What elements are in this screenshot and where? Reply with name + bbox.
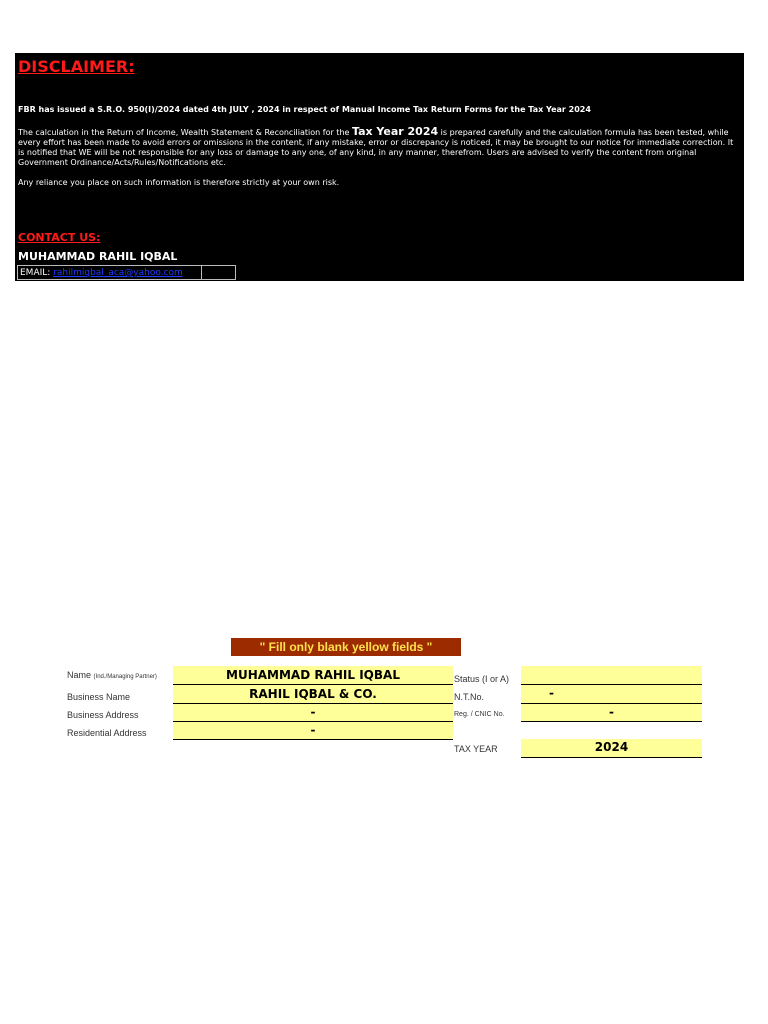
contact-name: MUHAMMAD RAHIL IQBAL <box>18 250 178 263</box>
status-field[interactable] <box>521 666 702 685</box>
email-label: EMAIL: <box>20 268 51 278</box>
ntn-label: N.T.No. <box>454 692 485 702</box>
tax-year-field[interactable]: 2024 <box>521 739 702 758</box>
residential-address-label: Residential Address <box>67 728 147 738</box>
residential-address-field[interactable]: - <box>173 722 453 740</box>
disclaimer-paragraph-end: is prepared carefully and the calculation formula has been tested, while every effort has been made to avoid errors or omissions in the content, if any mistake, error or discrepancy is noticed, it may be brought to our notice for immediate correction. It is notified that WE will be not responsible for any loss or damage to any one, of any kind, in any manner, therefrom. Users are advised to verify the content from original Government Ordinance/Acts/Rules/Notifications etc. <box>18 128 734 167</box>
email-link[interactable]: rahilmiqbal_aca@yahoo.com <box>53 268 183 278</box>
disclaimer-paragraph <box>18 127 742 168</box>
name-label-note: (Ind./Managing Partner) <box>93 674 157 680</box>
name-label <box>67 670 157 680</box>
email-row <box>17 265 236 280</box>
business-name-field[interactable]: RAHIL IQBAL & CO. <box>173 685 453 704</box>
name-label-text: Name <box>67 670 92 680</box>
disclaimer-tax-year: Tax Year 2024 <box>351 125 439 138</box>
business-address-label: Business Address <box>67 710 139 720</box>
business-address-field[interactable]: - <box>173 704 453 722</box>
tax-year-label: TAX YEAR <box>454 744 498 754</box>
sro-notice: FBR has issued a S.R.O. 950(I)/2024 dated 4th JULY , 2024 in respect of Manual Income Tax Return Forms for the Tax Year 2024 <box>18 105 591 114</box>
contact-title: CONTACT US: <box>18 231 101 244</box>
ntn-field[interactable]: - <box>521 685 702 704</box>
business-name-label: Business Name <box>67 692 131 702</box>
disclaimer-paragraph-start: The calculation in the Return of Income, Wealth Statement & Reconciliation for the <box>18 128 352 137</box>
disclaimer-panel <box>15 53 744 281</box>
reliance-notice: Any reliance you place on such information is therefore strictly at your own risk. <box>18 178 340 187</box>
cell-divider <box>201 266 202 279</box>
disclaimer-title: DISCLAIMER: <box>18 57 135 76</box>
status-label: Status (I or A) <box>454 674 510 684</box>
cnic-label: Reg. / CNIC No. <box>454 711 505 718</box>
fill-instruction-banner: " Fill only blank yellow fields " <box>231 638 461 656</box>
name-field[interactable]: MUHAMMAD RAHIL IQBAL <box>173 666 453 685</box>
cnic-field[interactable]: - <box>521 704 702 722</box>
